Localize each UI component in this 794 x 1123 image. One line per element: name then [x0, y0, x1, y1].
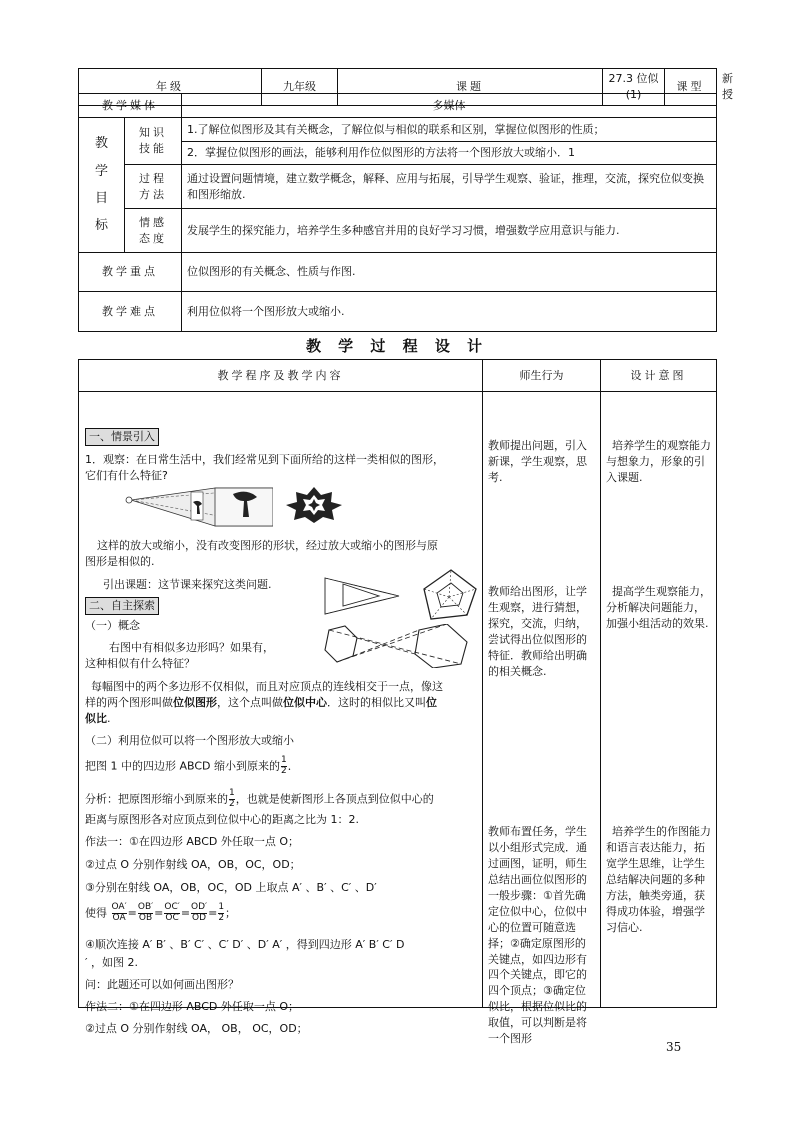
knowledge-cell	[182, 118, 717, 165]
knowledge-item-2: 2．掌握位似图形的画法，能够利用作位似图形的方法将一个图形放大或缩小．1	[187, 145, 575, 159]
goals-char-2: 学	[94, 163, 108, 179]
teacher-note-2: 教师给出图形，让学生观察，进行猜想，探究，交流，归纳，尝试得出位似图形的特征．教师给出明确的相关概念.	[488, 585, 587, 678]
col1-header: 教学程序及教学内容	[79, 360, 483, 392]
topic-value: 27.3 位似(1)	[603, 69, 665, 106]
process-text: 通过设置问题情境，建立数学概念，解释、应用与拓展，引导学生观察、验证，推理，交流，探究位似变换和图形缩放.	[182, 165, 717, 209]
grade-value: 九年级	[262, 69, 338, 106]
teacher-note-3: 教师布置任务，学生以小组形式完成．通过画图，证明，师生总结出画位似图形的一般步骤：①首先确定位似中心，位似中心的位置可随意选择；②确定原图形的关键点，如四边形有四个关键点，即它的四个顶点；③确定位似比，根据位似比的取值，可以判断是将一个图形	[488, 825, 587, 1046]
fraction-half: $\frac{1}{2}$	[281, 755, 287, 776]
process-table	[78, 359, 717, 1046]
intent-note-1: 培养学生的观察能力与想象力，形象的引入课题.	[606, 439, 711, 484]
media-label: 教学媒体	[79, 94, 182, 118]
topic-label: 课题	[338, 69, 603, 106]
definition-line-2: 样的两个图形叫做位似图形，这个点叫做位似中心．这时的相似比又叫位	[85, 696, 437, 709]
method1-step4-line2: ′ ，如图 2.	[85, 956, 138, 969]
homothety-figure-pentagon	[421, 567, 479, 625]
observe-line-1: 1．观察：在日常生活中，我们经常见到下面所给的这样一类相似的图形，	[85, 453, 444, 466]
term-homothetic-center: 位似中心	[283, 696, 327, 709]
design-title: 教 学 过 程 设 计	[305, 337, 489, 355]
observe-line-2: 它们有什么特征?	[85, 469, 168, 482]
ratio-equation: 使得 $\frac{OA'}{OA}$ = $\frac{OB'}{OB}$ = $\frac{OC'}{OC}$ = $\frac{OD'}{OD}$ = $\frac{1}{2}$ ；	[85, 902, 237, 923]
emotion-label: 情感 态度	[125, 209, 182, 253]
section-intro-tag: 一、情景引入	[85, 428, 159, 446]
fraction-half-2: $\frac{1}{2}$	[229, 788, 235, 809]
task-line: 把图 1 中的四边形 ABCD 缩小到原来的 $\frac{1}{2}$ ．	[85, 755, 299, 776]
sub-heading-2: （二）利用位似可以将一个图形放大或缩小	[85, 734, 294, 747]
question-line-1: 右图中有相似多边形吗？如果有，	[109, 641, 274, 654]
method2-step1: 作法二：①在四边形 ABCD 外任取一点 O；	[85, 1000, 300, 1013]
method2-step2: ②过点 O 分别作射线 OA， OB， OC，OD；	[85, 1022, 308, 1035]
intent-note-2: 提高学生观察能力，分析解决问题能力，加强小组活动的效果.	[606, 585, 711, 630]
definition-line-1: 每幅图中的两个多边形不仅相似，而且对应顶点的连线相交于一点，像这	[91, 680, 443, 693]
type-label: 课型	[665, 69, 717, 106]
goals-char-3: 目	[94, 191, 108, 206]
projector-figure	[123, 486, 273, 528]
explain-line-1: 这样的放大或缩小，没有改变图形的形状，经过放大或缩小的图形与原	[97, 539, 438, 552]
teacher-student-cell	[483, 392, 601, 1046]
term-homothetic-figure: 位似图形	[173, 696, 217, 709]
goals-label	[79, 118, 125, 253]
col3-header: 设计意图	[601, 360, 717, 392]
lesson-info-table: 年级 九年级 课题 27.3 位似(1) 课型 新授	[78, 68, 717, 106]
method1-step2: ②过点 O 分别作射线 OA，OB，OC，OD；	[85, 858, 301, 871]
explain-line-2: 图形是相似的.	[85, 555, 155, 568]
page-number: 35	[666, 1040, 682, 1054]
lead-line: 引出课题：这节课来探究这类问题.	[103, 578, 272, 591]
homothety-figure-hexagons	[319, 624, 469, 668]
term-homothetic-ratio: 似比	[85, 712, 107, 725]
content-cell	[79, 392, 483, 1035]
key-point-value: 位似图形的有关概念、性质与作图.	[182, 253, 717, 292]
col2-header: 师生行为	[483, 360, 601, 392]
key-point-label: 教学重点	[79, 253, 182, 292]
teacher-note-1: 教师提出问题，引入新课，学生观察，思考.	[488, 439, 587, 484]
concept-head: （一）概念	[85, 619, 140, 632]
emotion-text: 发展学生的探究能力，培养学生多种感官并用的良好学习习惯，增强数学应用意识与能力.	[182, 209, 717, 253]
analysis-line-2: 距离与原图形各对应顶点到位似中心的距离之比为 1：2.	[85, 813, 359, 826]
method1-step3: ③分别在射线 OA，OB，OC，OD 上取点 A′ 、B′ 、C′ 、D′	[85, 881, 377, 894]
process-label: 过程 方法	[125, 165, 182, 209]
goals-table	[78, 93, 717, 332]
intent-note-3: 培养学生的作图能力和语言表达能力，拓宽学生思维，让学生总结解决问题的多种方法，触类旁通，获得成功体验，增强学习信心.	[606, 825, 711, 934]
goals-char-4: 标	[94, 218, 108, 234]
homothety-figure-triangle	[319, 574, 409, 618]
difficulty-label: 教学难点	[79, 292, 182, 332]
definition-line-3: 似比.	[85, 712, 111, 725]
knowledge-item-1: 1.了解位似图形及其有关概念，了解位似与相似的联系和区别，掌握位似图形的性质；	[182, 119, 716, 142]
goals-char-1: 教	[94, 136, 108, 152]
star-figure	[276, 486, 352, 524]
media-value: 多媒体	[182, 94, 717, 118]
section-explore-tag: 二、自主探索	[85, 597, 159, 615]
design-intent-cell	[601, 392, 717, 1008]
analysis-line-1: 分析：把原图形缩小到原来的 $\frac{1}{2}$ ，也就是使新图形上各顶点到位似中心的	[85, 788, 434, 809]
question-line-2: 这种相似有什么特征？	[85, 657, 195, 670]
ask-line: 问：此题还可以如何画出图形？	[85, 978, 239, 991]
method1-step4-line1: ④顺次连接 A′ B′ 、B′ C′ 、C′ D′ 、D′ A′ ，得到四边形 A′ B′ C′ D	[85, 938, 405, 951]
grade-label: 年级	[79, 69, 262, 106]
method1-step1: 作法一：①在四边形 ABCD 外任取一点 O；	[85, 835, 300, 848]
difficulty-value: 利用位似将一个图形放大或缩小.	[182, 292, 717, 332]
knowledge-label: 知识 技能	[125, 118, 182, 165]
